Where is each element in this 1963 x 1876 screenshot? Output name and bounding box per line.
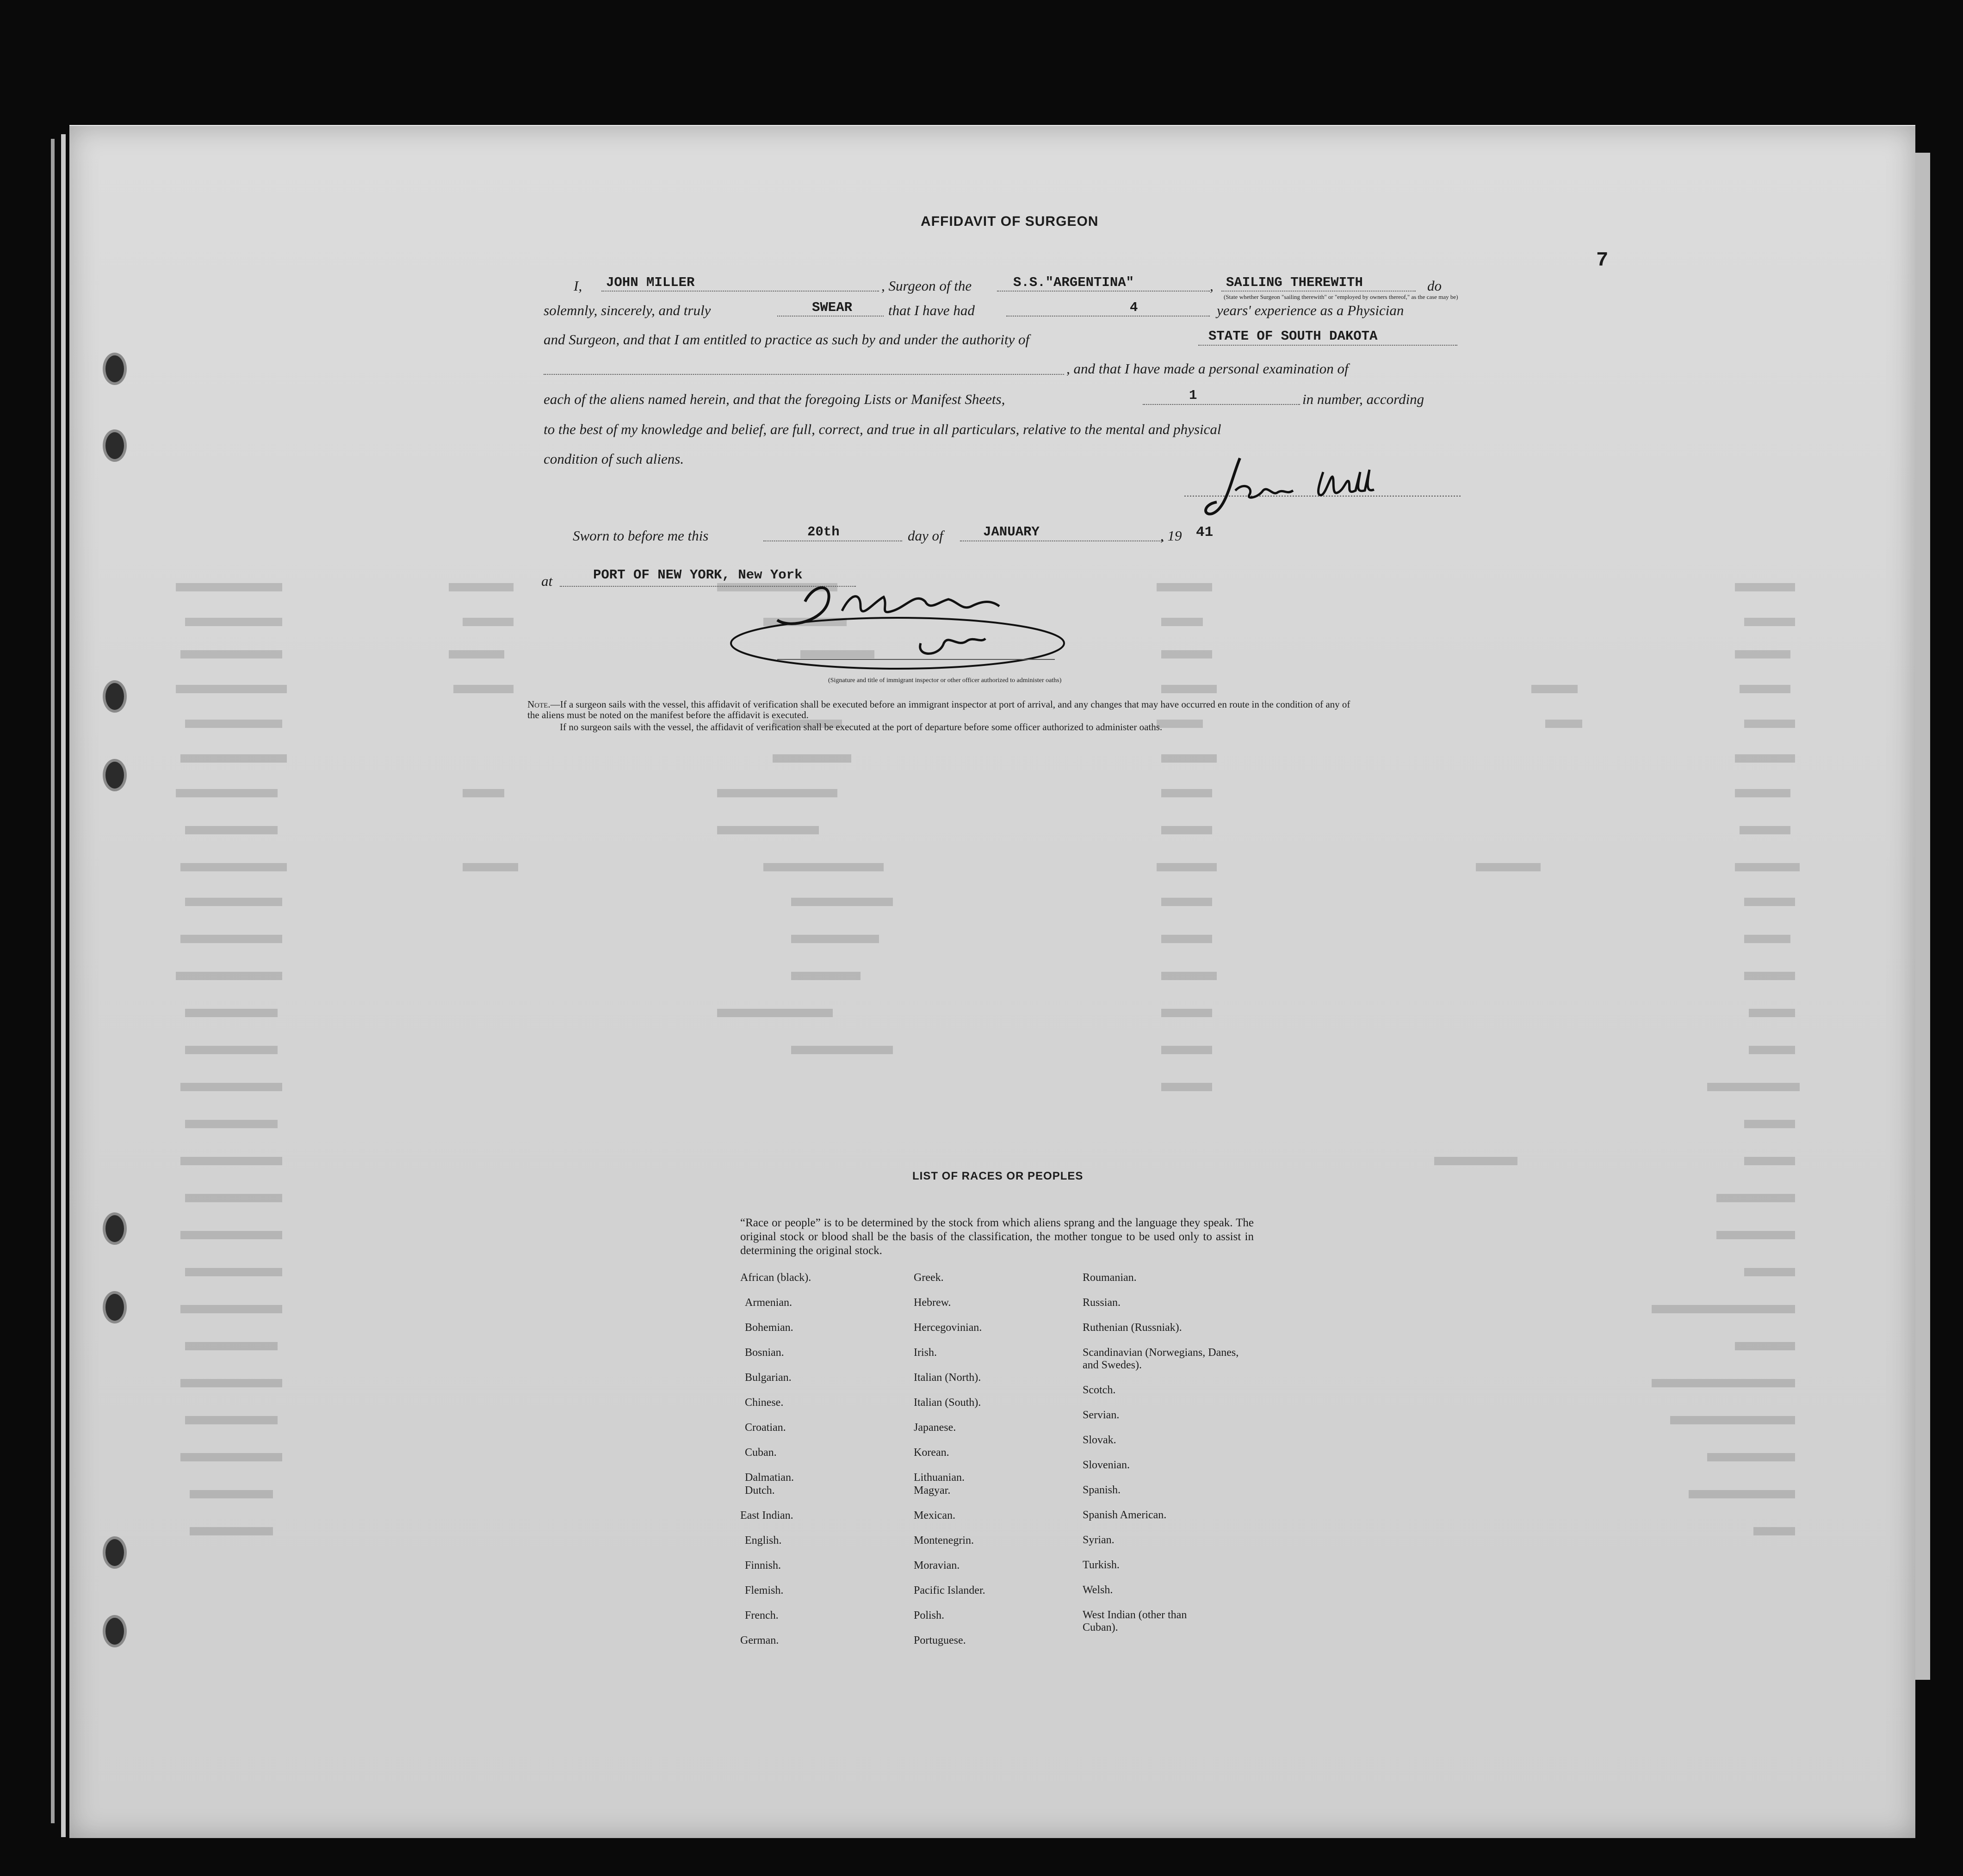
affidavit-comma: ,	[1210, 278, 1214, 294]
authority-line	[1198, 345, 1457, 346]
inspector-signature	[722, 574, 1110, 680]
race-item: West Indian (other than Cuban).	[1083, 1609, 1187, 1634]
licensing-authority: STATE OF SOUTH DAKOTA	[1208, 329, 1378, 344]
race-item: Magyar.	[914, 1485, 951, 1497]
race-item: Spanish American.	[1083, 1509, 1167, 1521]
race-item: Russian.	[1083, 1297, 1121, 1309]
affidavit-note	[527, 699, 1356, 721]
sworn-month: JANUARY	[983, 524, 1040, 540]
race-item: Finnish.	[745, 1559, 781, 1572]
race-item: Polish.	[914, 1609, 945, 1621]
race-item: Roumanian.	[1083, 1272, 1137, 1284]
sailing-line	[1221, 291, 1416, 292]
race-item: French.	[745, 1609, 779, 1621]
ship-name: S.S."ARGENTINA"	[1013, 275, 1134, 290]
note-text-2: If no surgeon sails with the vessel, the affidavit of verification shall be executed at the port of departure before some officer authorized to administer oaths.	[560, 721, 1163, 733]
officer-caption: (Signature and title of immigrant inspector or other officer authorized to administer oaths)	[828, 677, 1062, 684]
race-item: Bulgarian.	[745, 1372, 792, 1384]
ship-line	[997, 291, 1210, 292]
race-item: Welsh.	[1083, 1584, 1113, 1596]
race-item: Slovak.	[1083, 1434, 1116, 1446]
surgeon-name-line	[601, 291, 879, 292]
race-item: Flemish.	[745, 1584, 784, 1596]
day-line	[763, 540, 902, 541]
races-title: LIST OF RACES OR PEOPLES	[912, 1170, 1084, 1182]
race-item: Bohemian.	[745, 1322, 793, 1334]
sailing-instruction: (State whether Surgeon "sailing therewith" or "employed by owners thereof," as the case may be)	[1224, 293, 1458, 300]
race-item: Lithuanian.	[914, 1472, 965, 1484]
race-item: Chinese.	[745, 1397, 784, 1409]
sworn-place: PORT OF NEW YORK, New York	[593, 567, 803, 583]
affidavit-solemnly: solemnly, sincerely, and truly	[544, 302, 711, 318]
race-item: East Indian.	[740, 1509, 793, 1522]
affidavit-authority-text: and Surgeon, and that I am entitled to practice as such by and under the authority of	[544, 331, 1030, 348]
race-item: Syrian.	[1083, 1534, 1115, 1546]
race-item: Scandinavian (Norwegians, Danes, and Swedes).	[1083, 1347, 1239, 1371]
affidavit-do: do	[1427, 278, 1442, 294]
authority-line-2	[544, 374, 1064, 375]
race-item: Japanese.	[914, 1422, 956, 1434]
race-item: Korean.	[914, 1447, 949, 1459]
page-stack-edge-right	[1915, 153, 1930, 1680]
affidavit-in-number: in number, according	[1302, 391, 1424, 407]
race-item: Ruthenian (Russniak).	[1083, 1322, 1182, 1334]
month-line	[960, 540, 1164, 541]
affidavit-i: I,	[574, 278, 582, 294]
oath-type: SWEAR	[812, 300, 853, 315]
affidavit-condition: condition of such aliens.	[544, 451, 684, 467]
sworn-year: 41	[1196, 524, 1214, 540]
note-label: Note.	[527, 699, 551, 710]
race-item: Croatian.	[745, 1422, 786, 1434]
race-item: Mexican.	[914, 1509, 955, 1522]
note-text-1: —If a surgeon sails with the vessel, this affidavit of verification shall be executed before an immigrant inspector at port of arrival, and any changes that may have occurred en route in the condition of any of the aliens must be noted on the manifest before the affidavit is executed.	[527, 699, 1350, 721]
race-item: Cuban.	[745, 1447, 777, 1459]
years-line	[1006, 316, 1210, 317]
race-item: Spanish.	[1083, 1484, 1121, 1496]
race-item: Irish.	[914, 1347, 937, 1359]
affidavit-belief: to the best of my knowledge and belief, are full, correct, and true in all particulars, relative to the mental and physical	[544, 421, 1221, 437]
manifest-sheets-count: 1	[1189, 388, 1197, 403]
race-item: Dutch.	[745, 1485, 775, 1497]
sworn-nineteen: , 19	[1160, 528, 1182, 544]
surgeon-signature	[1184, 444, 1462, 537]
race-item: Slovenian.	[1083, 1459, 1130, 1471]
races-intro: “Race or people” is to be determined by the stock from which aliens sprang and the language they speak. The original stock or blood shall be the basis of the classification, the mother tongue to be used only to assist in determining the original stock.	[740, 1217, 1254, 1257]
race-item: Portuguese.	[914, 1634, 966, 1646]
page-stack-edge	[61, 134, 66, 1837]
race-item: Scotch.	[1083, 1384, 1116, 1396]
race-item: Dalmatian.	[745, 1472, 794, 1484]
race-item: African (black).	[740, 1272, 811, 1284]
sailing-status: SAILING THEREWITH	[1226, 275, 1363, 290]
race-item: Hebrew.	[914, 1297, 951, 1309]
sworn-before: Sworn to before me this	[573, 528, 709, 544]
race-item: Hercegovinian.	[914, 1322, 982, 1334]
race-item: Bosnian.	[745, 1347, 784, 1359]
page-stack-edge	[51, 139, 55, 1823]
race-item: Pacific Islander.	[914, 1584, 985, 1596]
race-item: English.	[745, 1534, 782, 1547]
race-item: Turkish.	[1083, 1559, 1120, 1571]
sworn-day: 20th	[807, 524, 840, 540]
surgeon-name: JOHN MILLER	[606, 275, 695, 290]
affidavit-lists: each of the aliens named herein, and that the foregoing Lists or Manifest Sheets,	[544, 391, 1005, 407]
sheets-line	[1143, 404, 1300, 405]
race-item: Montenegrin.	[914, 1534, 974, 1547]
race-item: Italian (North).	[914, 1372, 981, 1384]
race-item: Servian.	[1083, 1409, 1120, 1421]
affidavit-had: that I have had	[888, 302, 975, 318]
affidavit-title: AFFIDAVIT OF SURGEON	[921, 214, 1099, 229]
race-item: German.	[740, 1634, 779, 1646]
sworn-day-of: day of	[908, 528, 943, 544]
affidavit-examination: , and that I have made a personal examination of	[1066, 360, 1349, 377]
affidavit-years-experience: years' experience as a Physician	[1217, 302, 1404, 318]
sworn-at: at	[541, 573, 553, 589]
race-item: Greek.	[914, 1272, 944, 1284]
page-number: 7	[1596, 249, 1609, 272]
oath-line	[777, 316, 884, 317]
race-item: Moravian.	[914, 1559, 960, 1572]
race-item: Armenian.	[745, 1297, 792, 1309]
race-item: Italian (South).	[914, 1397, 981, 1409]
affidavit-surgeon-of: , Surgeon of the	[881, 278, 972, 294]
years-experience: 4	[1130, 300, 1138, 315]
